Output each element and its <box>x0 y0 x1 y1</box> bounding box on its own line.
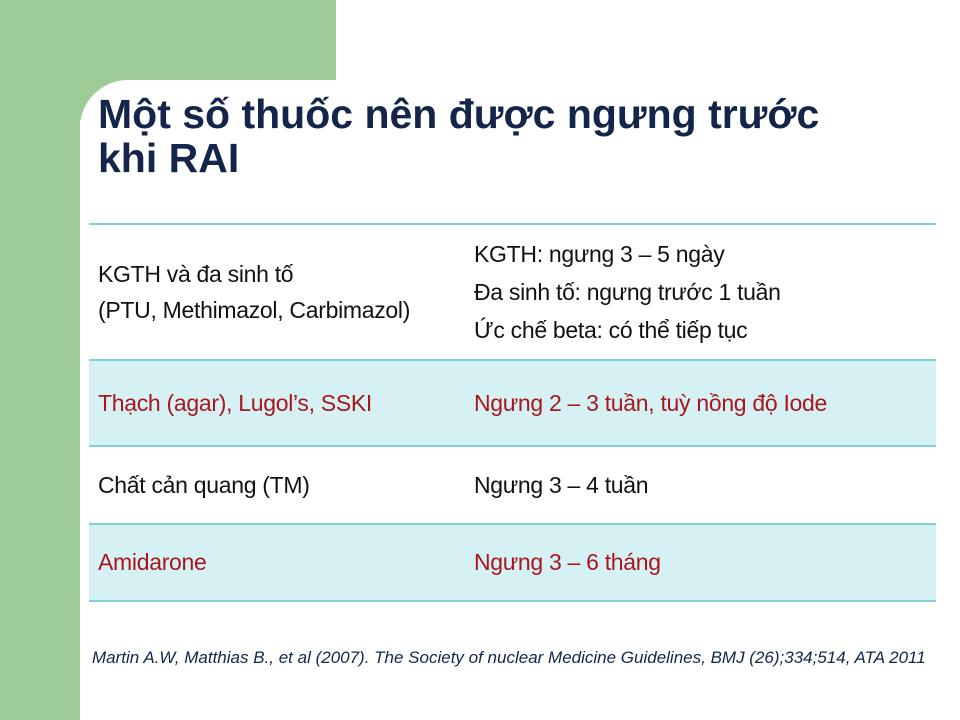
table-row <box>89 225 936 361</box>
table-row <box>89 361 936 447</box>
drug-line: (PTU, Methimazol, Carbimazol) <box>98 297 411 323</box>
instruction-line: Đa sinh tố: ngưng trước 1 tuần <box>474 279 781 305</box>
instruction-line: KGTH: ngưng 3 – 5 ngày <box>474 241 725 267</box>
table-row <box>89 525 936 602</box>
title-line-1: Một số thuốc nên được ngưng trước <box>98 91 820 137</box>
instruction-cell: Ngưng 3 – 6 tháng <box>474 549 661 575</box>
title-line-2: khi RAI <box>98 135 240 181</box>
drug-cell: Amidarone <box>98 549 207 575</box>
table-row <box>89 447 936 525</box>
slide-title <box>98 92 898 180</box>
medication-table <box>89 223 936 602</box>
drug-cell: Chất cản quang (TM) <box>98 471 310 498</box>
drug-cell <box>89 256 465 328</box>
instruction-line: Ức chế beta: có thể tiếp tục <box>474 317 748 343</box>
instruction-cell: Ngưng 3 – 4 tuần <box>474 471 649 498</box>
drug-cell: Thạch (agar), Lugol’s, SSKI <box>98 389 373 416</box>
instruction-cell <box>465 235 936 349</box>
instruction-cell: Ngưng 2 – 3 tuần, tuỳ nồng độ Iode <box>474 389 828 416</box>
citation: Martin A.W, Matthias B., et al (2007). The Society of nuclear Medicine Guidelines, BMJ (26);334;514, ATA 2011 <box>92 648 926 667</box>
green-accent-left <box>0 0 80 720</box>
drug-line: KGTH và đa sinh tố <box>98 261 294 287</box>
